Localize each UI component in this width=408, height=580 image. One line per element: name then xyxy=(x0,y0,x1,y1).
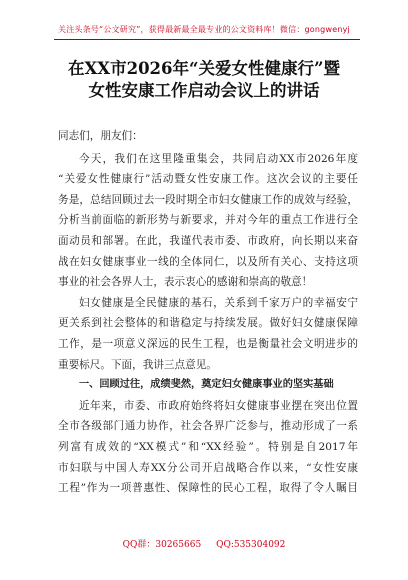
paragraph-line: 全市各级部门通力协作，社会各界广泛参与，推动形成了一系 xyxy=(58,420,358,433)
paragraph-line: 分析当前面临的新形势与新要求，并对今年的重点工作进行全 xyxy=(58,214,358,227)
paragraph-line: 重要标尺。下面，我讲三点意见。 xyxy=(58,358,217,371)
paragraph-line: 列富有成效的“XX模式”和“XX经验”。特别是自2017年 xyxy=(58,440,358,453)
footer-qq: QQ:535304092 xyxy=(216,540,286,550)
paragraph-2 xyxy=(58,293,358,375)
paragraph-line: “关爱女性健康行”活动暨女性安康工作。这次会议的主要任 xyxy=(58,173,358,186)
section-heading-1: 一、回顾过往，成绩斐然，奠定妇女健康事业的坚实基础 xyxy=(79,379,334,391)
paragraph-line: 工程”作为一项普惠性、保障性的民心工程，取得了令人瞩目 xyxy=(58,482,358,495)
paragraph-line: 务是，总结回顾过去一段时期全市妇女健康工作的成效与经验， xyxy=(58,193,358,206)
title-line-1: 在XX市2026年“关爱女性健康行”暨 xyxy=(67,59,340,78)
salutation: 同志们，朋友们： xyxy=(58,130,143,142)
title-line-2: 女性安康工作启动会议上的讲话 xyxy=(88,81,320,100)
paragraph-line: 市妇联与中国人寿XX分公司开启战略合作以来，“女性安康 xyxy=(58,461,358,474)
paragraph-line: 面动员和部署。在此，我谨代表市委、市政府，向长期以来奋 xyxy=(58,234,358,247)
paragraph-line: 工作，是一项意义深远的民生工程，也是衡量社会文明进步的 xyxy=(58,337,358,350)
document-body xyxy=(58,126,358,499)
footer-qq-group: QQ群：30265665 xyxy=(122,540,202,550)
footer-contact xyxy=(0,537,408,550)
paragraph-line: 今天，我们在这里隆重集会，共同启动XX市2026年度 xyxy=(79,152,358,165)
paragraph-3 xyxy=(58,396,358,499)
paragraph-line: 近年来，市委、市政府始终将妇女健康事业摆在突出位置 xyxy=(79,399,358,412)
paragraph-line: 更关系到社会整体的和谐稳定与持续发展。做好妇女健康保障 xyxy=(58,317,358,330)
paragraph-1 xyxy=(58,149,358,293)
header-divider xyxy=(54,39,360,40)
paragraph-line: 妇女健康是全民健康的基石，关系到千家万户的幸福安宁 xyxy=(79,296,358,309)
paragraph-line: 战在妇女健康事业一线的全体同仁，以及所有关心、支持这项 xyxy=(58,255,358,268)
header-banner: 关注头条号“公文研究”，获得最新最全最专业的公文资料库！微信：gongwenyj xyxy=(58,25,350,34)
document-title xyxy=(40,58,368,102)
paragraph-line: 事业的社会各界人士，表示衷心的感谢和崇高的敬意！ xyxy=(58,276,313,289)
